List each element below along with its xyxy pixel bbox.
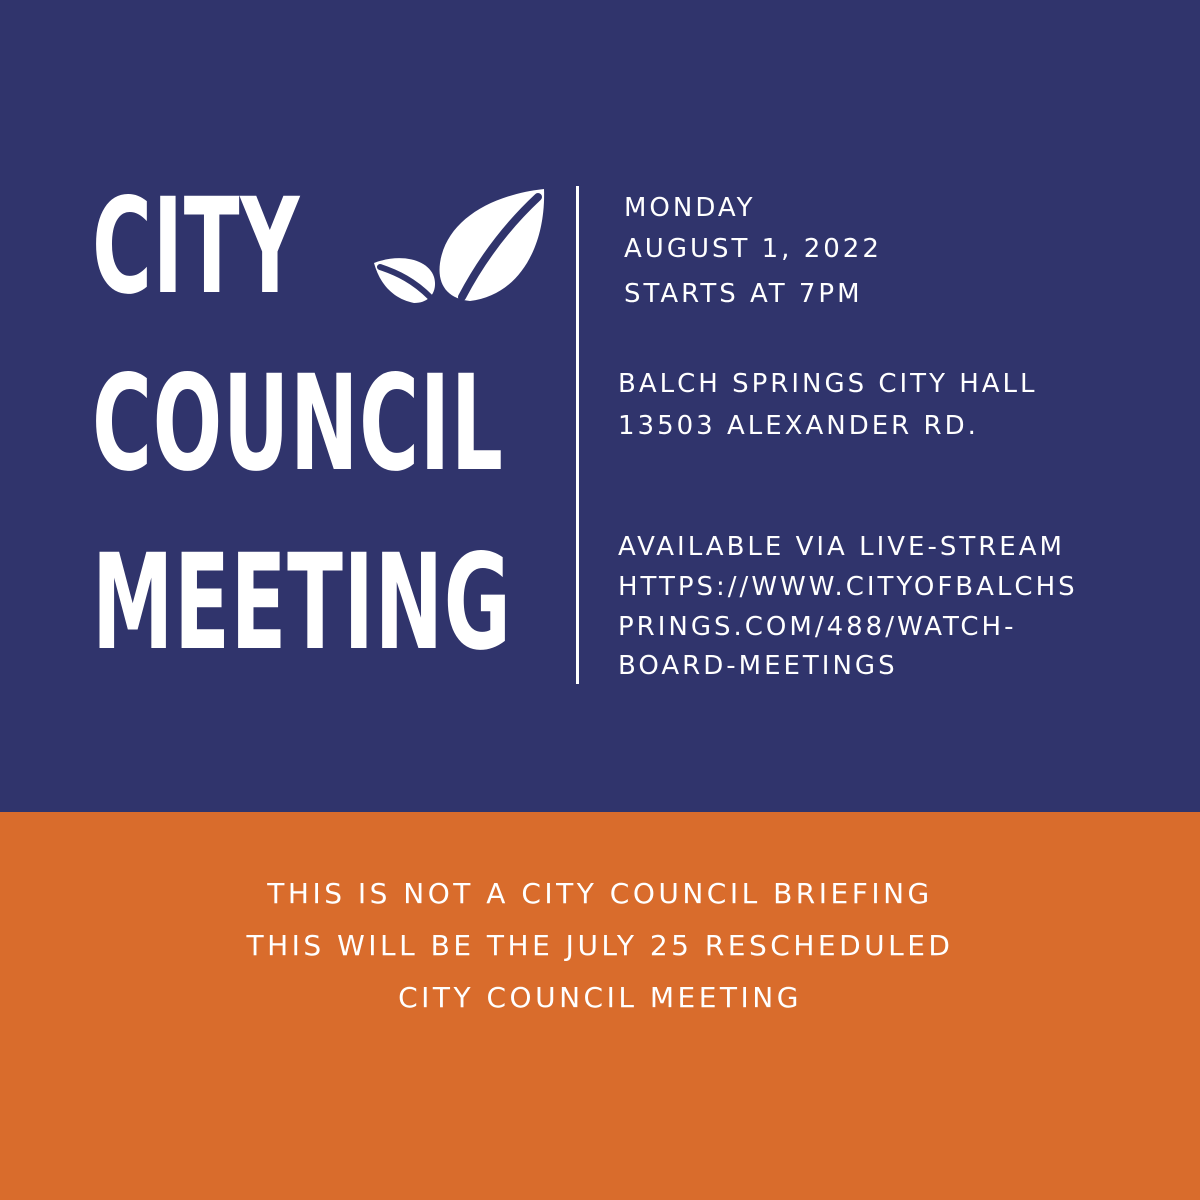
- vertical-divider: [576, 186, 579, 684]
- notice-panel: [0, 812, 1200, 1200]
- notice-line1: THIS IS NOT A CITY COUNCIL BRIEFING: [267, 877, 933, 910]
- livestream-url-line1: HTTPS://WWW.CITYOFBALCHS: [618, 572, 1078, 602]
- title-line-city: CITY: [92, 170, 301, 324]
- location-address: 13503 ALEXANDER RD.: [618, 411, 979, 441]
- schedule-time: STARTS AT 7PM: [624, 279, 863, 309]
- schedule-date: AUGUST 1, 2022: [624, 234, 882, 264]
- location-name: BALCH SPRINGS CITY HALL: [618, 369, 1038, 399]
- livestream-url-line3: BOARD-MEETINGS: [618, 651, 898, 681]
- title-line-meeting: MEETING: [92, 526, 512, 680]
- livestream-url-line2: PRINGS.COM/488/WATCH-: [618, 612, 1017, 642]
- livestream-label: AVAILABLE VIA LIVE-STREAM: [618, 532, 1065, 562]
- leaf-icon: [370, 185, 550, 315]
- title-line-council: COUNCIL: [92, 347, 504, 501]
- notice-line2: THIS WILL BE THE JULY 25 RESCHEDULED: [246, 929, 954, 962]
- notice-line3: CITY COUNCIL MEETING: [398, 981, 802, 1014]
- schedule-day: MONDAY: [624, 193, 756, 223]
